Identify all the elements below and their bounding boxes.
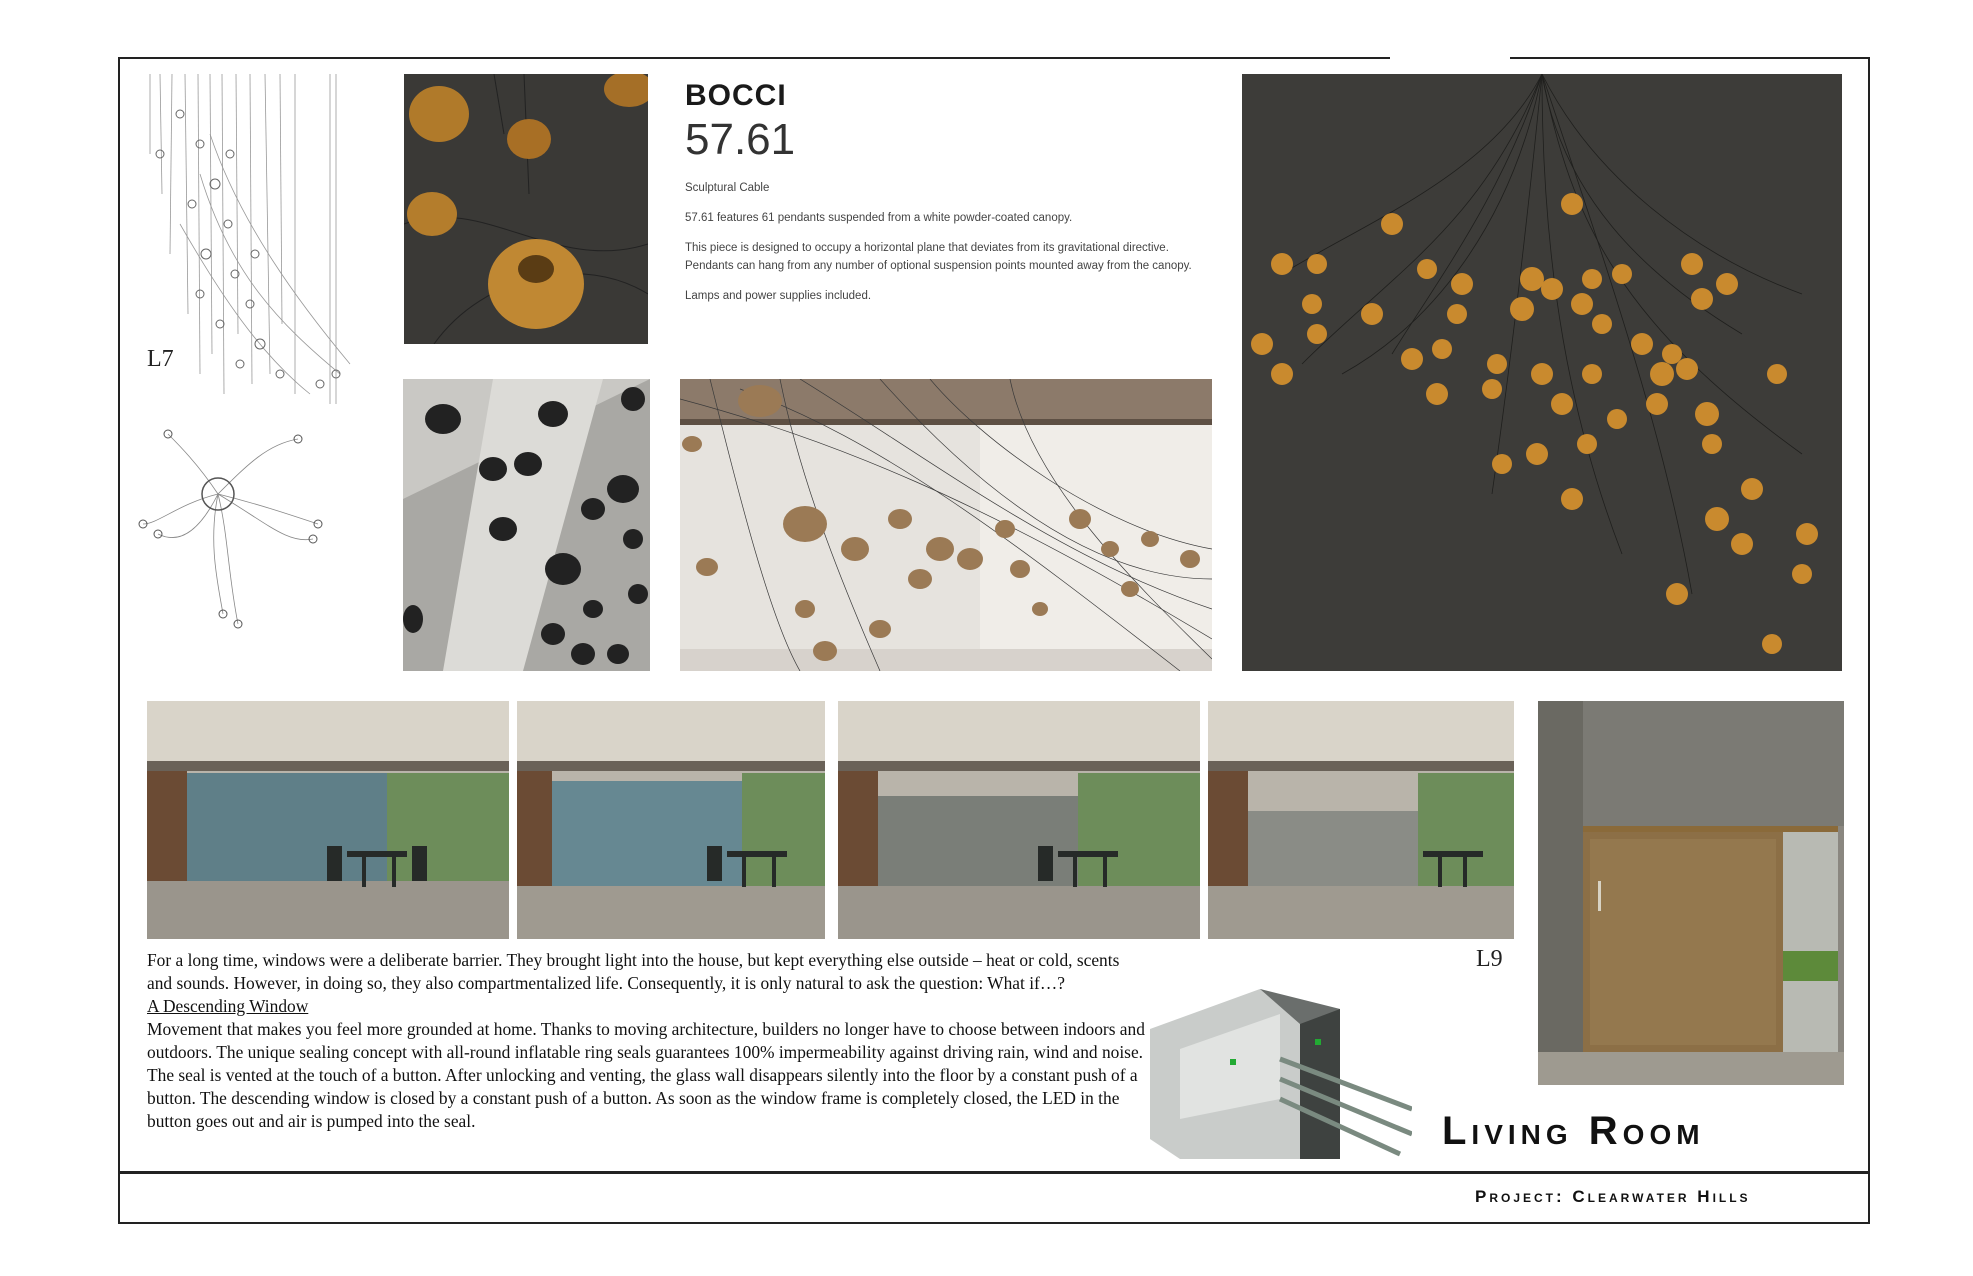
footer-rule <box>120 1171 1868 1174</box>
page-title: Living Room <box>1442 1109 1705 1153</box>
description-block <box>147 949 1147 1133</box>
spec-block <box>685 179 1205 317</box>
section-heading: A Descending Window <box>147 996 309 1016</box>
brand-logo: BOCCI <box>685 79 787 112</box>
window-section-render <box>1150 969 1412 1159</box>
pendant-closeup-photo <box>404 74 648 344</box>
gallery-installation-photo <box>680 379 1212 671</box>
chandelier-hero-photo <box>1242 74 1842 671</box>
terrace-photo-2 <box>517 701 825 939</box>
spec-features: 57.61 features 61 pendants suspended from a white powder-coated canopy. <box>685 212 1073 224</box>
bronze-door-photo <box>1538 701 1844 1085</box>
model-number: 57.61 <box>685 115 796 164</box>
dark-pendants-photo <box>403 379 650 671</box>
plan-drawing <box>138 424 328 634</box>
frame-gap <box>1390 56 1510 62</box>
terrace-photo-1 <box>147 701 509 939</box>
sheet-frame <box>118 57 1870 1224</box>
spec-included: Lamps and power supplies included. <box>685 290 872 302</box>
body-paragraph: Movement that makes you feel more grounded at home. Thanks to moving architecture, builders no longer have to choose between indoors and outdoors. The unique sealing concept with all-round inflatable ring seals guarantees 100% impermeability against driving rain, wind and noise. The seal is vented at the touch of a button. After unlocking and venting, the glass wall disappears silently into the floor by a constant push of a button. The descending window is closed by a constant push of a button. As soon as the window frame is completely closed, the LED in the button goes out and air is pumped into the seal. <box>147 1019 1145 1131</box>
label-l9: L9 <box>1476 946 1503 972</box>
terrace-photo-3 <box>838 701 1200 939</box>
label-l7: L7 <box>147 346 174 372</box>
terrace-photo-4 <box>1208 701 1514 939</box>
spec-design-note: This piece is designed to occupy a horizontal plane that deviates from its gravitational directive. Pendants can hang from any number of optional suspension points mounted away from the canopy. <box>685 242 1192 272</box>
project-name: Project: Clearwater Hills <box>1475 1187 1751 1206</box>
intro-paragraph: For a long time, windows were a deliberate barrier. They brought light into the house, but kept everything else outside – heat or cold, scents and sounds. However, in doing so, they also compartmentalized life. Consequently, it is only natural to ask the question: What if…? <box>147 950 1120 993</box>
spec-type: Sculptural Cable <box>685 182 770 194</box>
